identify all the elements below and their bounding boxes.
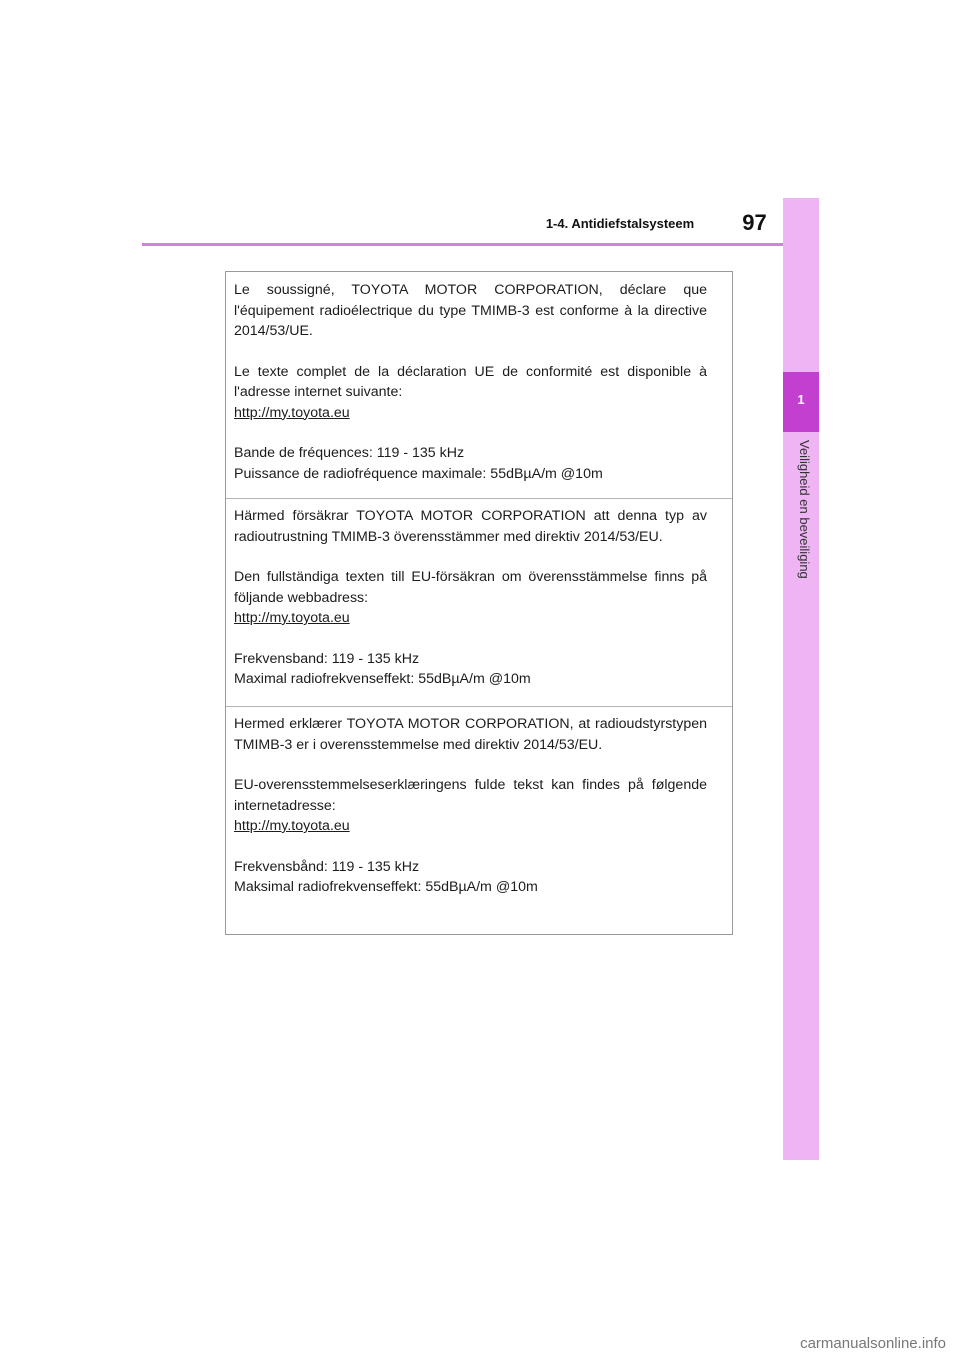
declaration-da-url[interactable]: http://my.toyota.eu — [234, 818, 350, 834]
declaration-fr-power: Puissance de radiofréquence maximale: 55dBµA/m @10m — [234, 465, 603, 482]
declaration-fr-intro: Le texte complet de la déclaration UE de conformité est disponible à l'adresse internet suivante: — [234, 363, 707, 400]
page-number: 97 — [742, 210, 767, 235]
declaration-da — [226, 714, 732, 898]
declaration-sv-url[interactable]: http://my.toyota.eu — [234, 610, 350, 626]
header-divider — [142, 243, 784, 246]
declaration-sv-frequency: Frekvensband: 119 - 135 kHz — [234, 650, 420, 667]
section-title: 1-4. Antidiefstalsysteem — [545, 216, 695, 231]
declaration-sv-power: Maximal radiofrekvenseffekt: 55dBµA/m @10m — [234, 671, 531, 687]
chapter-label: Veiligheid en beveiliging — [797, 440, 812, 579]
declaration-fr-frequency: Bande de fréquences: 119 - 135 kHz — [234, 445, 465, 461]
declaration-box — [225, 271, 733, 935]
section-divider — [226, 706, 732, 707]
declaration-sv-intro: Den fullständiga texten till EU-försäkran om överensstämmelse finns på följande webbadress: — [234, 569, 707, 606]
declaration-da-intro: EU-overensstemmelseserklæringens fulde tekst kan findes på følgende internetadresse: — [234, 777, 707, 814]
declaration-da-frequency: Frekvensbånd: 119 - 135 kHz — [234, 858, 420, 875]
chapter-side-tab — [783, 198, 819, 1160]
section-divider — [226, 498, 732, 499]
declaration-fr-statement: Le soussigné, TOYOTA MOTOR CORPORATION, déclare que l'équipement radioélectrique du type TMIMB-3 est conforme à la directive 2014/53/UE. — [234, 282, 707, 339]
declaration-sv-statement: Härmed försäkrar TOYOTA MOTOR CORPORATION att denna typ av radioutrustning TMIMB-3 överensstämmer med direktiv 2014/53/EU. — [234, 508, 707, 545]
chapter-number: 1 — [797, 392, 805, 407]
declaration-da-power: Maksimal radiofrekvenseffekt: 55dBµA/m @10m — [234, 879, 538, 895]
watermark: carmanualsonline.info — [800, 1335, 946, 1352]
declaration-fr-url[interactable]: http://my.toyota.eu — [234, 404, 350, 421]
declaration-fr — [226, 280, 732, 484]
declaration-da-statement: Hermed erklærer TOYOTA MOTOR CORPORATION, at radioudstyrstypen TMIMB-3 er i overensstemmelse med direktiv 2014/53/EU. — [234, 716, 707, 753]
declaration-sv — [226, 506, 732, 690]
